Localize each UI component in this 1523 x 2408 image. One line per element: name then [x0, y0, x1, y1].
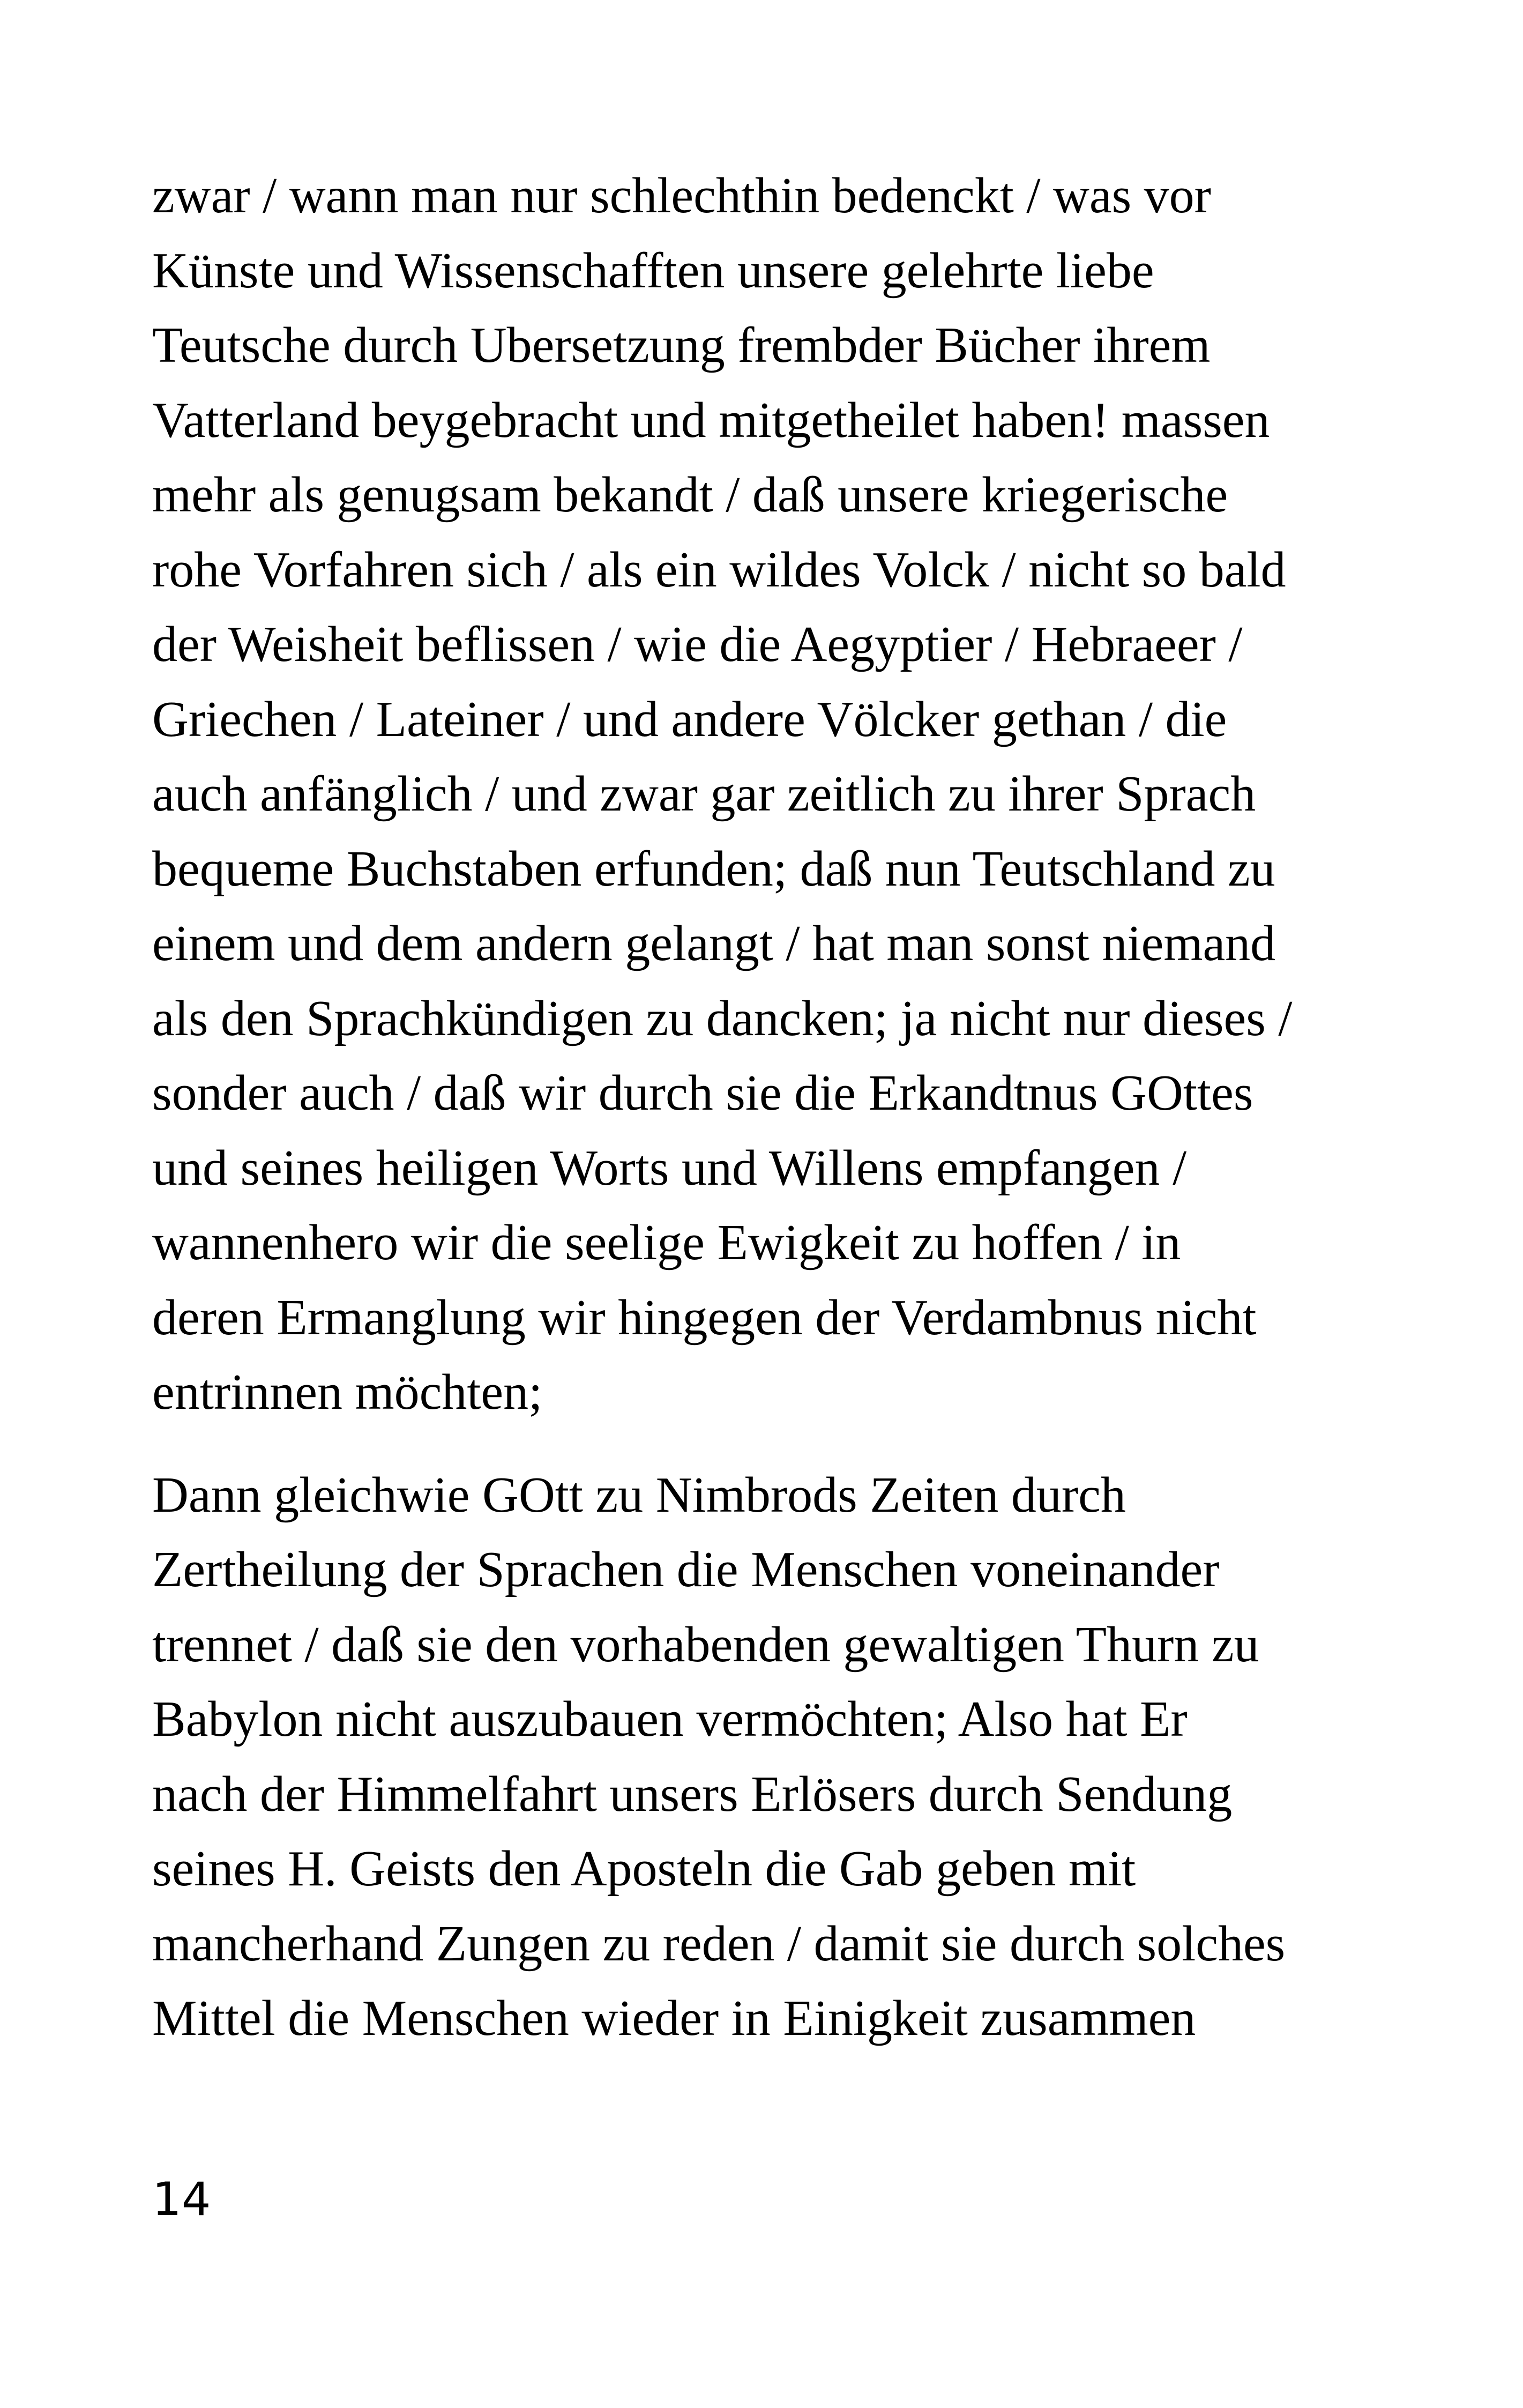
- text-line: Zertheilung der Sprachen die Menschen voneinander: [152, 1542, 1220, 1597]
- text-line: Dann gleichwie GOtt zu Nimbrods Zeiten durch: [152, 1467, 1126, 1523]
- paragraph-2: [152, 1458, 1395, 2056]
- text-line: trennet / daß sie den vorhabenden gewaltigen Thurn zu: [152, 1616, 1259, 1673]
- text-line: und seines heiligen Worts und Willens empfangen /: [152, 1140, 1187, 1196]
- text-line: seines H. Geists den Aposteln die Gab geben mit: [152, 1841, 1136, 1897]
- page-number: 14: [152, 2173, 211, 2226]
- text-line: einem und dem andern gelangt / hat man sonst niemand: [152, 916, 1276, 971]
- text-line: sonder auch / daß wir durch sie die Erkandtnus GOttes: [152, 1065, 1253, 1121]
- text-line: mehr als genugsam bekandt / daß unsere kriegerische: [152, 467, 1228, 523]
- text-line: nach der Himmelfahrt unsers Erlösers durch Sendung: [152, 1766, 1233, 1822]
- text-line: Babylon nicht auszubauen vermöchten; Also hat Er: [152, 1691, 1188, 1747]
- text-line: Mittel die Menschen wieder in Einigkeit zusammen: [152, 1990, 1196, 2046]
- text-line: Griechen / Lateiner / und andere Völcker gethan / die: [152, 691, 1227, 747]
- paragraph-1: [152, 159, 1395, 1430]
- body-text: [152, 159, 1395, 2056]
- text-line: entrinnen möchten;: [152, 1364, 543, 1420]
- text-line: mancherhand Zungen zu reden / damit sie durch solches: [152, 1915, 1286, 1972]
- text-line: Teutsche durch Ubersetzung frembder Bücher ihrem: [152, 317, 1211, 373]
- text-line: bequeme Buchstaben erfunden; daß nun Teutschland zu: [152, 841, 1275, 897]
- text-line: wannenhero wir die seelige Ewigkeit zu hoffen / in: [152, 1215, 1181, 1270]
- text-line: auch anfänglich / und zwar gar zeitlich zu ihrer Sprach: [152, 766, 1256, 822]
- text-line: zwar / wann man nur schlechthin bedenckt / was vor: [152, 168, 1211, 224]
- text-line: als den Sprachkündigen zu dancken; ja nicht nur dieses /: [152, 990, 1293, 1046]
- text-line: deren Ermanglung wir hingegen der Verdambnus nicht: [152, 1289, 1257, 1346]
- text-line: der Weisheit beflissen / wie die Aegyptier / Hebraeer /: [152, 616, 1243, 672]
- text-line: Künste und Wissenschafften unsere gelehrte liebe: [152, 242, 1154, 299]
- text-line: rohe Vorfahren sich / als ein wildes Volck / nicht so bald: [152, 541, 1286, 598]
- text-line: Vatterland beygebracht und mitgetheilet haben! massen: [152, 392, 1270, 448]
